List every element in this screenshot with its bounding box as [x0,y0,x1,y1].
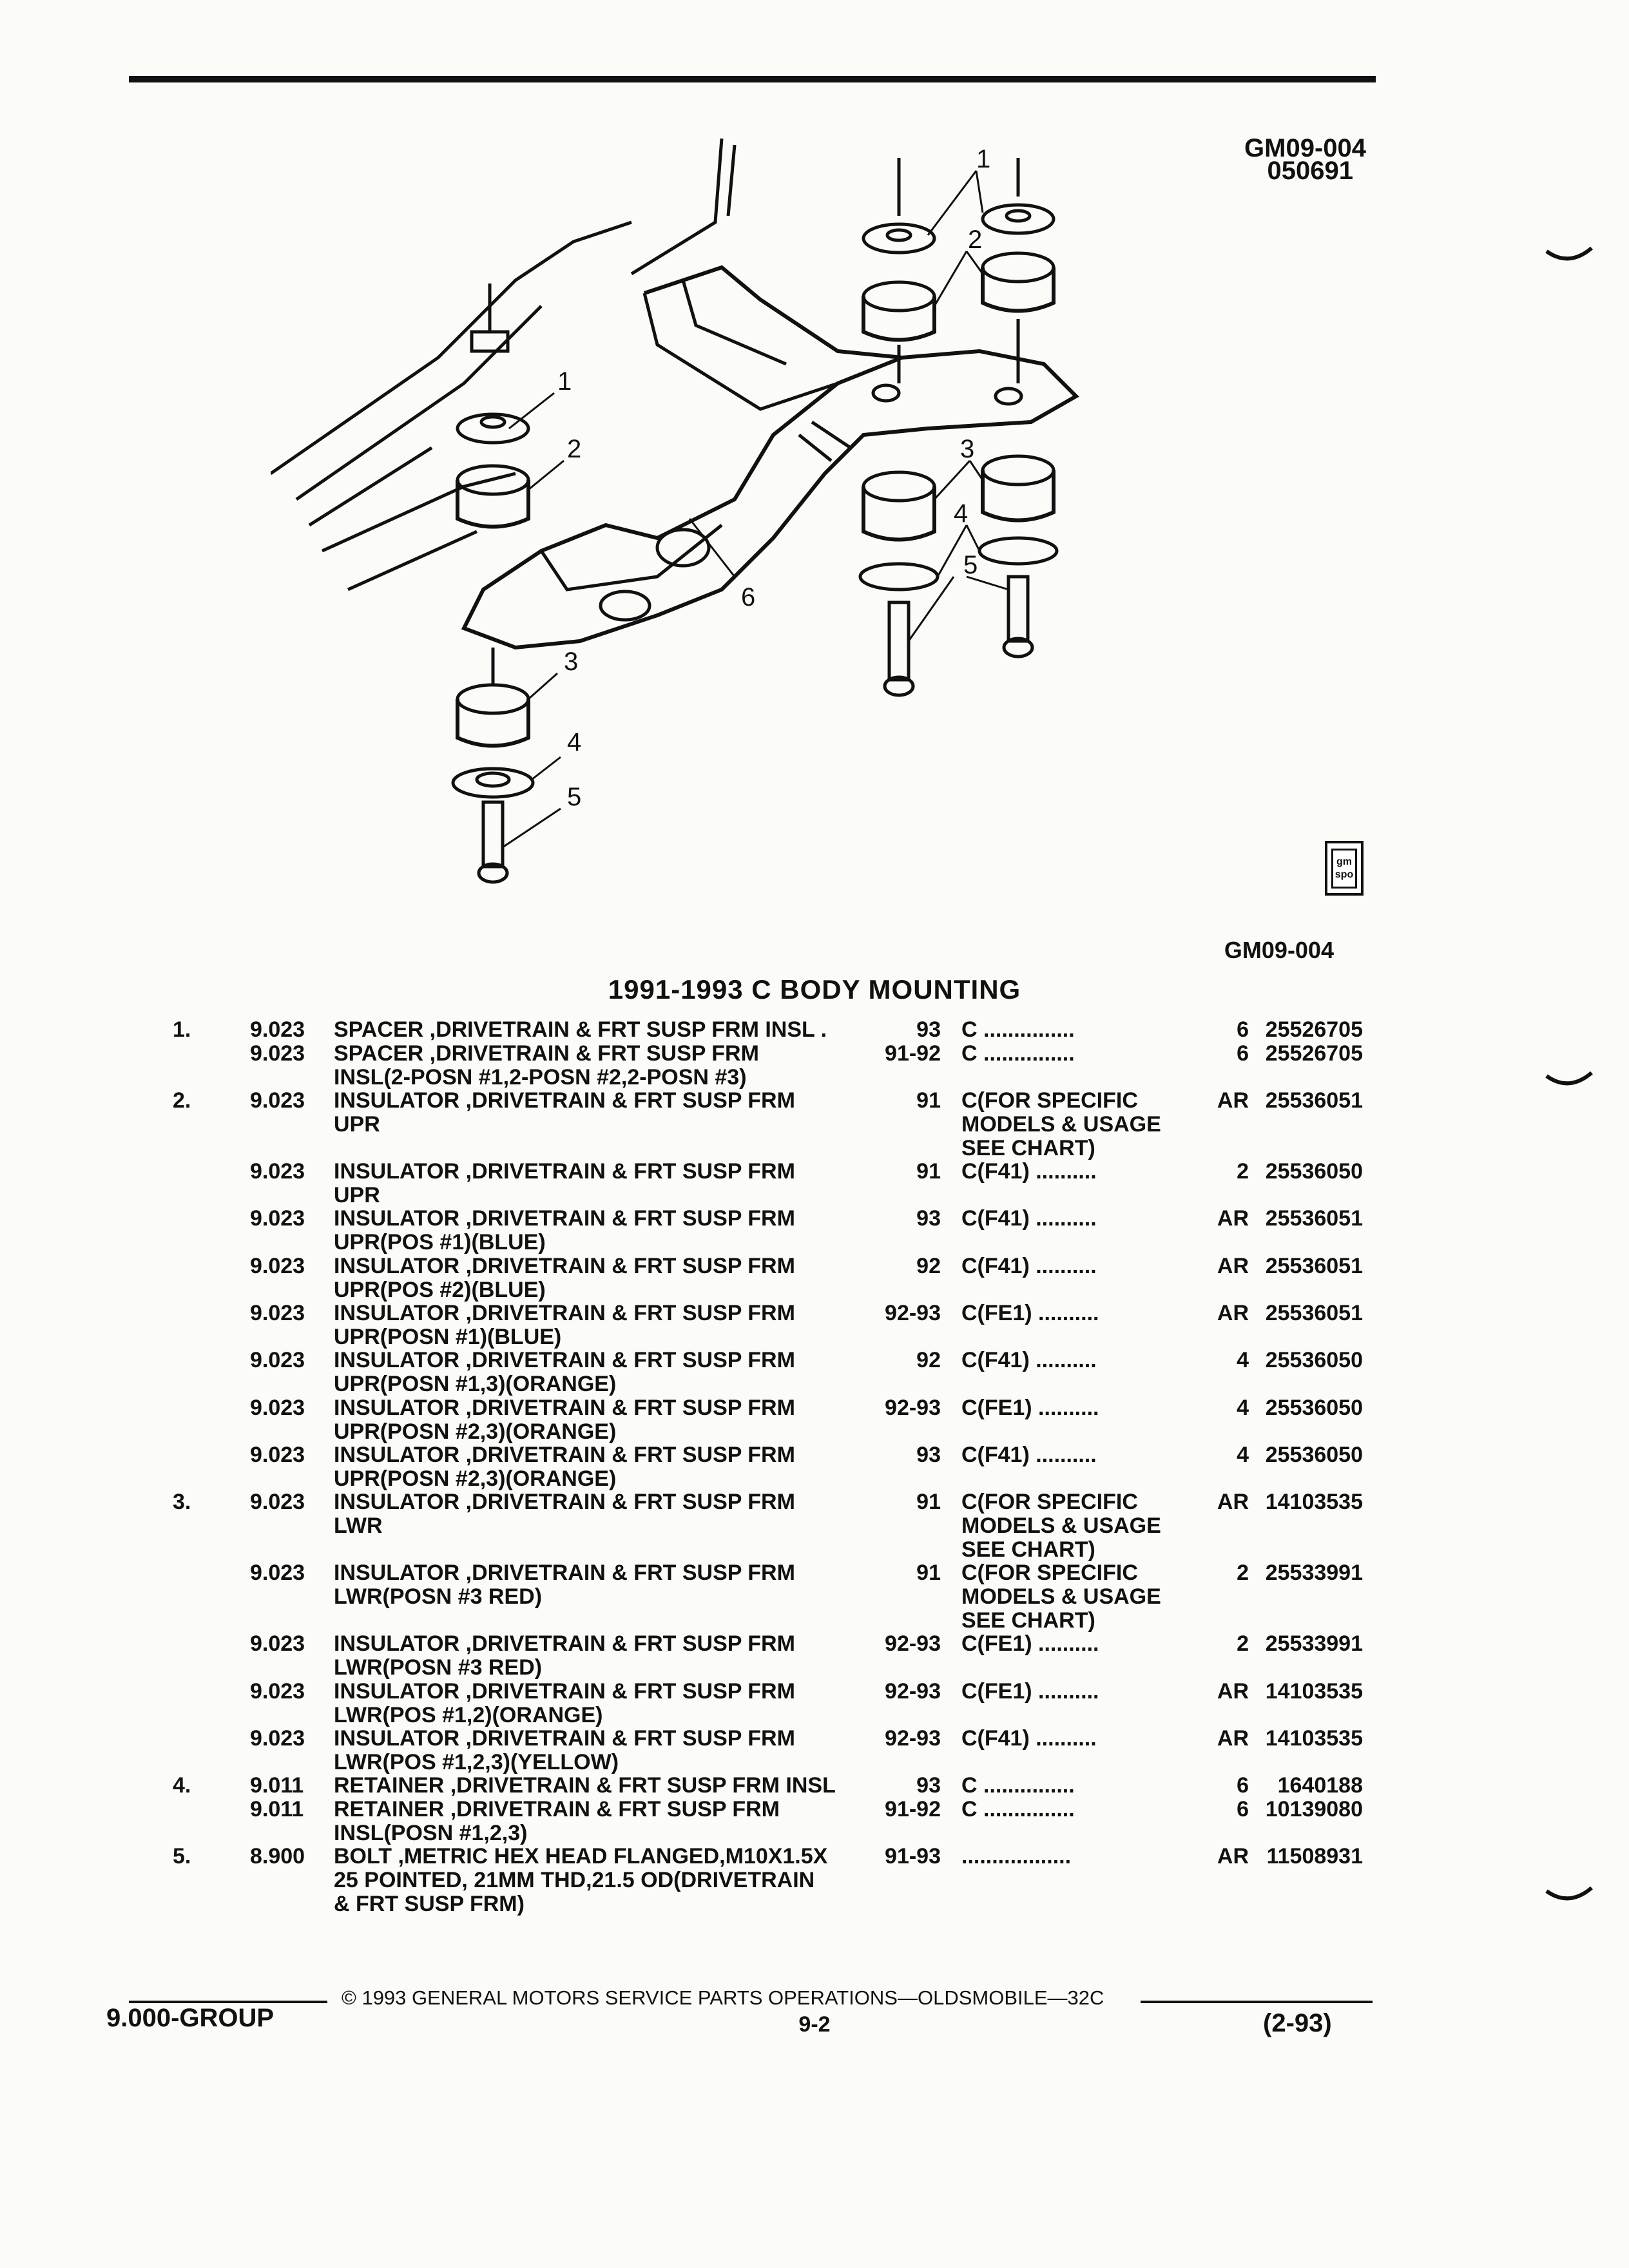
quantity: AR [1217,1206,1249,1231]
gm-spo-logo-mark: gm spo [1331,849,1357,889]
callout-6: 6 [741,583,756,611]
item-number: 1. [173,1017,191,1042]
model-year: 91-92 [885,1797,941,1821]
model-year: 91-93 [885,1844,941,1869]
part-description: INSULATOR ,DRIVETRAIN & FRT SUSP FRM LWR(POS #1,2)(ORANGE) [334,1679,795,1727]
quantity: 6 [1237,1041,1249,1066]
part-number: 14103535 [1265,1726,1363,1751]
callout-5-right: 5 [963,551,978,579]
quantity: 4 [1237,1396,1249,1420]
model-year: 92 [916,1348,941,1372]
part-number: 25536050 [1265,1396,1363,1420]
model-usage: .................. [961,1844,1072,1869]
quantity: 6 [1237,1017,1249,1042]
quantity: 4 [1237,1443,1249,1467]
model-year: 92-93 [885,1631,941,1656]
callout-4-right: 4 [954,499,969,528]
group-code: 9.023 [250,1301,305,1325]
quantity: AR [1217,1844,1249,1869]
footer-date: (2-93) [1263,2009,1332,2037]
model-usage: C(F41) .......... [961,1159,1097,1184]
part-number: 25536051 [1265,1206,1363,1231]
model-usage: C(F41) .......... [961,1254,1097,1278]
quantity: 6 [1237,1773,1249,1798]
group-code: 9.023 [250,1443,305,1467]
callout-2-right: 2 [968,226,983,254]
quantity: AR [1217,1254,1249,1278]
callout-1-left: 1 [557,367,572,396]
callout-3-left: 3 [564,648,579,676]
model-usage: C(FE1) .......... [961,1631,1099,1656]
model-year: 91-92 [885,1041,941,1066]
group-code: 9.023 [250,1348,305,1372]
part-description: INSULATOR ,DRIVETRAIN & FRT SUSP FRM LWR [334,1490,795,1538]
part-number: 14103535 [1265,1490,1363,1514]
footer-copyright: © 1993 GENERAL MOTORS SERVICE PARTS OPERATIONS—OLDSMOBILE—32C [342,1986,1104,2009]
model-year: 91 [916,1159,941,1184]
model-usage: C(F41) .......... [961,1443,1097,1467]
model-year: 93 [916,1206,941,1231]
group-code: 9.011 [250,1773,304,1798]
part-number: 1640188 [1277,1773,1363,1798]
model-usage: C(FE1) .......... [961,1396,1099,1420]
part-description: INSULATOR ,DRIVETRAIN & FRT SUSP FRM LWR(POSN #3 RED) [334,1631,795,1680]
model-year: 91 [916,1561,941,1585]
group-code: 9.023 [250,1490,305,1514]
quantity: 4 [1237,1348,1249,1372]
model-usage: C ............... [961,1017,1075,1042]
callout-3-right: 3 [960,435,975,463]
margin-mark [1543,245,1595,271]
model-usage: C(FOR SPECIFIC MODELS & USAGE SEE CHART) [961,1561,1161,1633]
quantity: AR [1217,1088,1249,1113]
model-year: 91 [916,1088,941,1113]
part-number: 25526705 [1265,1017,1363,1042]
part-number: 11508931 [1266,1844,1363,1869]
part-number: 25536051 [1265,1254,1363,1278]
part-number: 25533991 [1265,1631,1363,1656]
part-number: 14103535 [1265,1679,1363,1704]
item-number: 2. [173,1088,191,1113]
model-usage: C ............... [961,1041,1075,1066]
group-code: 9.023 [250,1088,305,1113]
margin-mark [1543,1070,1595,1095]
part-number: 25536050 [1265,1443,1363,1467]
group-code: 9.011 [250,1797,304,1821]
quantity: 2 [1237,1159,1249,1184]
group-code: 9.023 [250,1396,305,1420]
model-usage: C(FE1) .......... [961,1679,1099,1704]
model-year: 93 [916,1017,941,1042]
group-code: 9.023 [250,1631,305,1656]
part-description: INSULATOR ,DRIVETRAIN & FRT SUSP FRM LWR(POSN #3 RED) [334,1561,795,1609]
part-description: INSULATOR ,DRIVETRAIN & FRT SUSP FRM UPR(POSN #2,3)(ORANGE) [334,1443,795,1491]
quantity: AR [1217,1726,1249,1751]
group-code: 9.023 [250,1041,305,1066]
group-code: 9.023 [250,1159,305,1184]
page-title: 1991-1993 C BODY MOUNTING [608,974,1021,1004]
diagram-date: 050691 [1267,157,1353,185]
diagram-code-bottom: GM09-004 [1224,937,1334,963]
part-description: INSULATOR ,DRIVETRAIN & FRT SUSP FRM UPR(POS #2)(BLUE) [334,1254,795,1302]
callout-1-right: 1 [976,145,991,173]
callout-5-left: 5 [567,783,582,811]
model-year: 92-93 [885,1679,941,1704]
model-usage: C(F41) .......... [961,1206,1097,1231]
item-number: 3. [173,1490,191,1514]
model-usage: C(F41) .......... [961,1726,1097,1751]
part-number: 25536051 [1265,1301,1363,1325]
model-year: 92-93 [885,1396,941,1420]
part-number: 10139080 [1265,1797,1363,1821]
part-description: RETAINER ,DRIVETRAIN & FRT SUSP FRM INSL [334,1773,836,1798]
footer-rule-left [129,2001,327,2003]
callout-2-left: 2 [567,435,582,463]
part-description: INSULATOR ,DRIVETRAIN & FRT SUSP FRM UPR(POSN #1)(BLUE) [334,1301,795,1349]
part-description: INSULATOR ,DRIVETRAIN & FRT SUSP FRM LWR(POS #1,2,3)(YELLOW) [334,1726,795,1774]
part-number: 25536050 [1265,1159,1363,1184]
footer-rule-right [1141,2001,1373,2003]
model-usage: C(F41) .......... [961,1348,1097,1372]
model-usage: C ............... [961,1797,1075,1821]
model-usage: C(FE1) .......... [961,1301,1099,1325]
part-number: 25536051 [1265,1088,1363,1113]
part-description: INSULATOR ,DRIVETRAIN & FRT SUSP FRM UPR(POS #1)(BLUE) [334,1206,795,1254]
model-year: 93 [916,1773,941,1798]
quantity: AR [1217,1301,1249,1325]
model-usage: C ............... [961,1773,1075,1798]
margin-mark [1543,1885,1595,1910]
item-number: 4. [173,1773,191,1798]
part-description: SPACER ,DRIVETRAIN & FRT SUSP FRM INSL(2-POSN #1,2-POSN #2,2-POSN #3) [334,1041,759,1090]
part-description: BOLT ,METRIC HEX HEAD FLANGED,M10X1.5X 25 POINTED, 21MM THD,21.5 OD(DRIVETRAIN & FRT SUSP FRM) [334,1844,828,1916]
group-code: 9.023 [250,1254,305,1278]
diagram-code: GM09-004 [1244,134,1366,162]
part-number: 25536050 [1265,1348,1363,1372]
quantity: 2 [1237,1561,1249,1585]
group-code: 9.023 [250,1726,305,1751]
model-year: 92-93 [885,1301,941,1325]
group-code: 9.023 [250,1561,305,1585]
model-usage: C(FOR SPECIFIC MODELS & USAGE SEE CHART) [961,1088,1161,1160]
callout-4-left: 4 [567,728,582,756]
group-code: 9.023 [250,1679,305,1704]
part-number: 25526705 [1265,1041,1363,1066]
group-code: 9.023 [250,1206,305,1231]
model-year: 92-93 [885,1726,941,1751]
item-number: 5. [173,1844,191,1869]
part-description: INSULATOR ,DRIVETRAIN & FRT SUSP FRM UPR [334,1088,795,1137]
model-year: 93 [916,1443,941,1467]
model-year: 91 [916,1490,941,1514]
quantity: 6 [1237,1797,1249,1821]
footer-group: 9.000-GROUP [106,2004,275,2032]
group-code: 8.900 [250,1844,305,1869]
quantity: AR [1217,1679,1249,1704]
part-number: 25533991 [1265,1561,1363,1585]
group-code: 9.023 [250,1017,305,1042]
part-description: INSULATOR ,DRIVETRAIN & FRT SUSP FRM UPR(POSN #2,3)(ORANGE) [334,1396,795,1444]
part-description: RETAINER ,DRIVETRAIN & FRT SUSP FRM INSL(POSN #1,2,3) [334,1797,780,1845]
quantity: AR [1217,1490,1249,1514]
model-year: 92 [916,1254,941,1278]
part-description: SPACER ,DRIVETRAIN & FRT SUSP FRM INSL . [334,1017,827,1042]
page-number: 9-2 [798,2012,831,2037]
model-usage: C(FOR SPECIFIC MODELS & USAGE SEE CHART) [961,1490,1161,1562]
quantity: 2 [1237,1631,1249,1656]
part-description: INSULATOR ,DRIVETRAIN & FRT SUSP FRM UPR(POSN #1,3)(ORANGE) [334,1348,795,1396]
part-description: INSULATOR ,DRIVETRAIN & FRT SUSP FRM UPR [334,1159,795,1207]
